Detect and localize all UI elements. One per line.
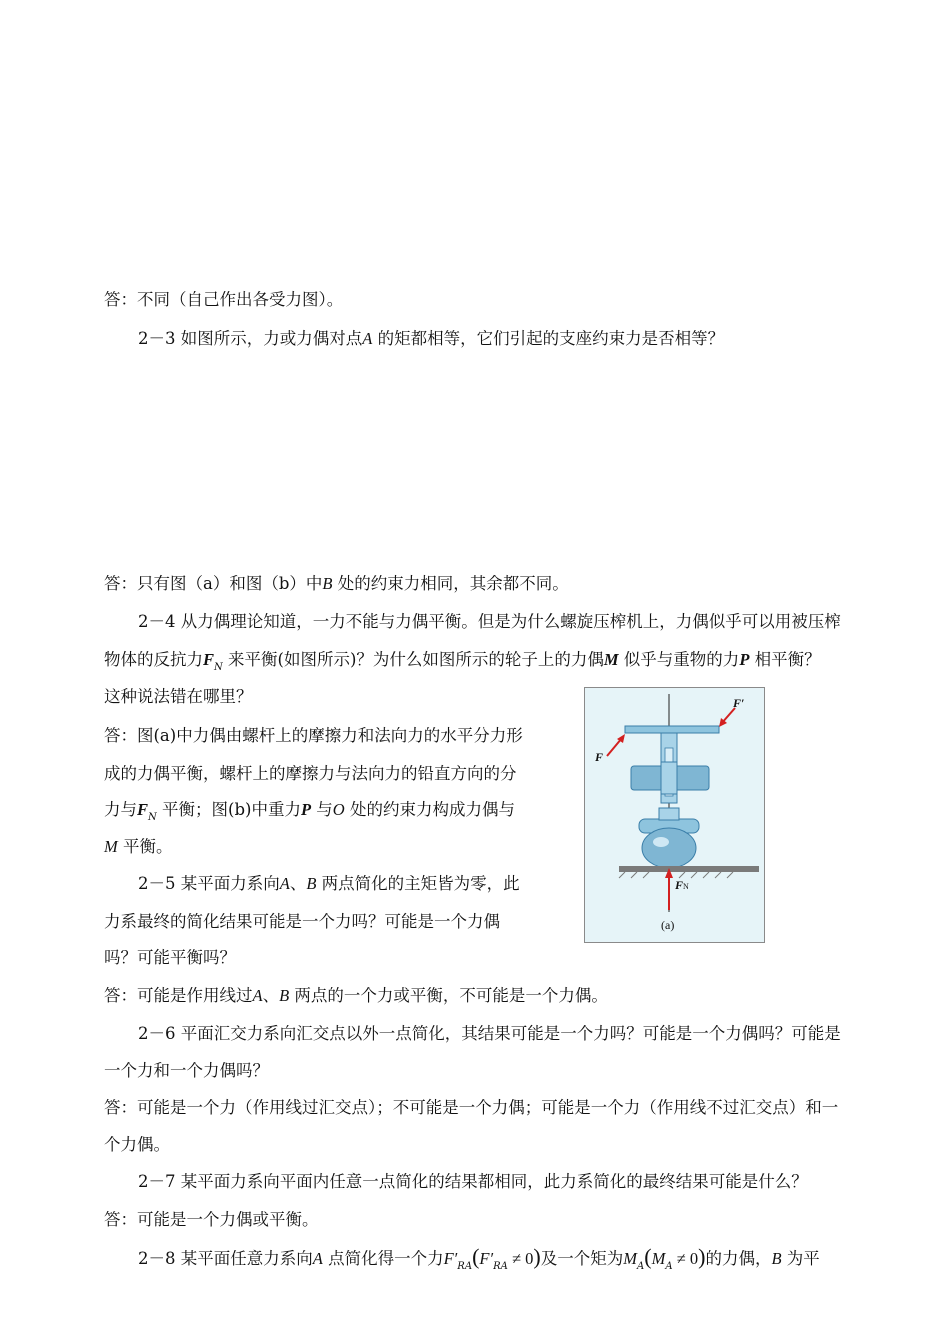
force-F: F — [203, 650, 215, 669]
text: 为平 — [781, 1249, 820, 1268]
text: 答：可能是作用线过 — [104, 986, 253, 1005]
paren-left: ( — [644, 1244, 652, 1269]
question-2-7: 2－7 某平面力系向平面内任意一点简化的结果都相同，此力系简化的最终结果可能是什么？ — [138, 1172, 808, 1191]
ground — [619, 866, 759, 872]
question-2-3 — [138, 327, 724, 351]
answer-2-4-line-1: 答：图(a)中力偶由螺杆上的摩擦力和法向力的水平分力形 — [104, 726, 523, 745]
handle-bar — [625, 726, 719, 733]
text: 平衡。 — [117, 837, 173, 856]
point-B: B — [279, 986, 290, 1005]
subscript-N: N — [214, 662, 223, 673]
force-F-prime: F′ — [479, 1249, 494, 1268]
text: 两点简化的主矩皆为零，此 — [316, 874, 520, 893]
point-O: O — [332, 800, 345, 819]
point-B: B — [771, 1249, 782, 1268]
text: 答：只有图（a）和图（b）中 — [104, 574, 323, 593]
answer-2-7: 答：可能是一个力偶或平衡。 — [104, 1210, 319, 1229]
text: 力与 — [104, 800, 137, 819]
text: 2－8 某平面任意力系向 — [138, 1249, 313, 1268]
answer-2-6-line-2: 个力偶。 — [104, 1135, 170, 1154]
text: 及一个矩为 — [540, 1249, 624, 1268]
paren-right: ) — [698, 1244, 706, 1269]
force-F-prime: F′ — [443, 1249, 458, 1268]
answer-2-6-line-1: 答：可能是一个力（作用线过汇交点）；不可能是一个力偶；可能是一个力（作用线不过汇交点）和一 — [104, 1098, 839, 1117]
screw-press-figure — [584, 687, 765, 943]
text: 相平衡？ — [749, 650, 821, 669]
point-B: B — [322, 574, 333, 593]
moment-M: M — [104, 837, 118, 856]
force-F: F — [137, 800, 149, 819]
label-FN-N: N — [683, 882, 689, 891]
question-2-6-line-2: 一个力和一个力偶吗？ — [104, 1061, 269, 1080]
subscript-N: N — [148, 812, 157, 823]
answer-2-5 — [104, 984, 608, 1008]
answer-2-4-line-4 — [104, 835, 173, 859]
text: 的力偶， — [705, 1249, 772, 1268]
highlight — [653, 837, 669, 847]
text: 、 — [262, 986, 280, 1005]
question-2-4-line-1: 2－4 从力偶理论知道，一力不能与力偶平衡。但是为什么螺旋压榨机上，力偶似乎可以用被压榨 — [138, 612, 841, 631]
paren-left: ( — [472, 1244, 480, 1269]
moment-M: M — [623, 1249, 637, 1268]
point-A: A — [252, 986, 263, 1005]
answer-2-3 — [104, 572, 569, 596]
question-2-8 — [138, 1245, 820, 1274]
force-P: P — [739, 650, 750, 669]
subscript-RA: RA — [493, 1261, 508, 1272]
point-A: A — [312, 1249, 323, 1268]
figure-caption: (a) — [661, 918, 675, 932]
text: 点简化得一个力 — [322, 1249, 444, 1268]
label-F-prime: F′ — [733, 696, 745, 710]
subscript-A: A — [637, 1261, 645, 1272]
subscript-A: A — [665, 1261, 673, 1272]
question-2-5-line-1 — [138, 872, 520, 896]
moment-M: M — [651, 1249, 666, 1268]
not-equal-zero: ≠ 0 — [507, 1249, 534, 1268]
not-equal-zero: ≠ 0 — [672, 1249, 699, 1268]
screw-press-diagram — [585, 688, 764, 942]
point-A: A — [362, 329, 373, 348]
text: 、 — [289, 874, 307, 893]
text: 似乎与重物的力 — [618, 650, 740, 669]
pressed-object — [642, 828, 696, 868]
text: 来平衡(如图所示)？为什么如图所示的轮子上的力偶 — [222, 650, 604, 669]
moment-M: M — [603, 650, 619, 669]
label-F: F — [595, 750, 604, 764]
text: 处的约束力相同，其余都不同。 — [332, 574, 569, 593]
text: 2－5 某平面力系向 — [138, 874, 280, 893]
point-A: A — [279, 874, 290, 893]
question-2-5-line-3: 吗？可能平衡吗？ — [104, 948, 236, 967]
plate-stem — [659, 808, 679, 820]
force-P: P — [300, 800, 312, 819]
label-FN — [675, 878, 689, 893]
question-2-6-line-1: 2－6 平面汇交力系向汇交点以外一点简化，其结果可能是一个力吗？可能是一个力偶吗？可能是 — [138, 1024, 841, 1043]
text: 物体的反抗力 — [104, 650, 203, 669]
answer-2-4-line-3 — [104, 798, 515, 825]
label-FN-F: F — [675, 878, 684, 892]
text: 两点的一个力或平衡，不可能是一个力偶。 — [289, 986, 608, 1005]
text: 平衡；图(b)中重力 — [156, 800, 301, 819]
question-2-4-line-2 — [104, 648, 821, 675]
paren-right: ) — [533, 1244, 541, 1269]
text: 的矩都相等，它们引起的支座约束力是否相等？ — [372, 329, 725, 348]
question-2-4-line-3: 这种说法错在哪里？ — [104, 687, 253, 706]
question-2-5-line-2: 力系最终的简化结果可能是一个力吗？可能是一个力偶 — [104, 912, 500, 931]
point-B: B — [306, 874, 317, 893]
nut — [661, 762, 677, 794]
subscript-RA: RA — [457, 1261, 473, 1272]
text: 2－3 如图所示，力或力偶对点 — [138, 329, 363, 348]
answer-2-2: 答：不同（自己作出各受力图）。 — [104, 290, 344, 309]
text: 处的约束力构成力偶与 — [344, 800, 515, 819]
answer-2-4-line-2: 成的力偶平衡，螺杆上的摩擦力与法向力的铅直方向的分 — [104, 764, 517, 783]
text: 与 — [311, 800, 333, 819]
